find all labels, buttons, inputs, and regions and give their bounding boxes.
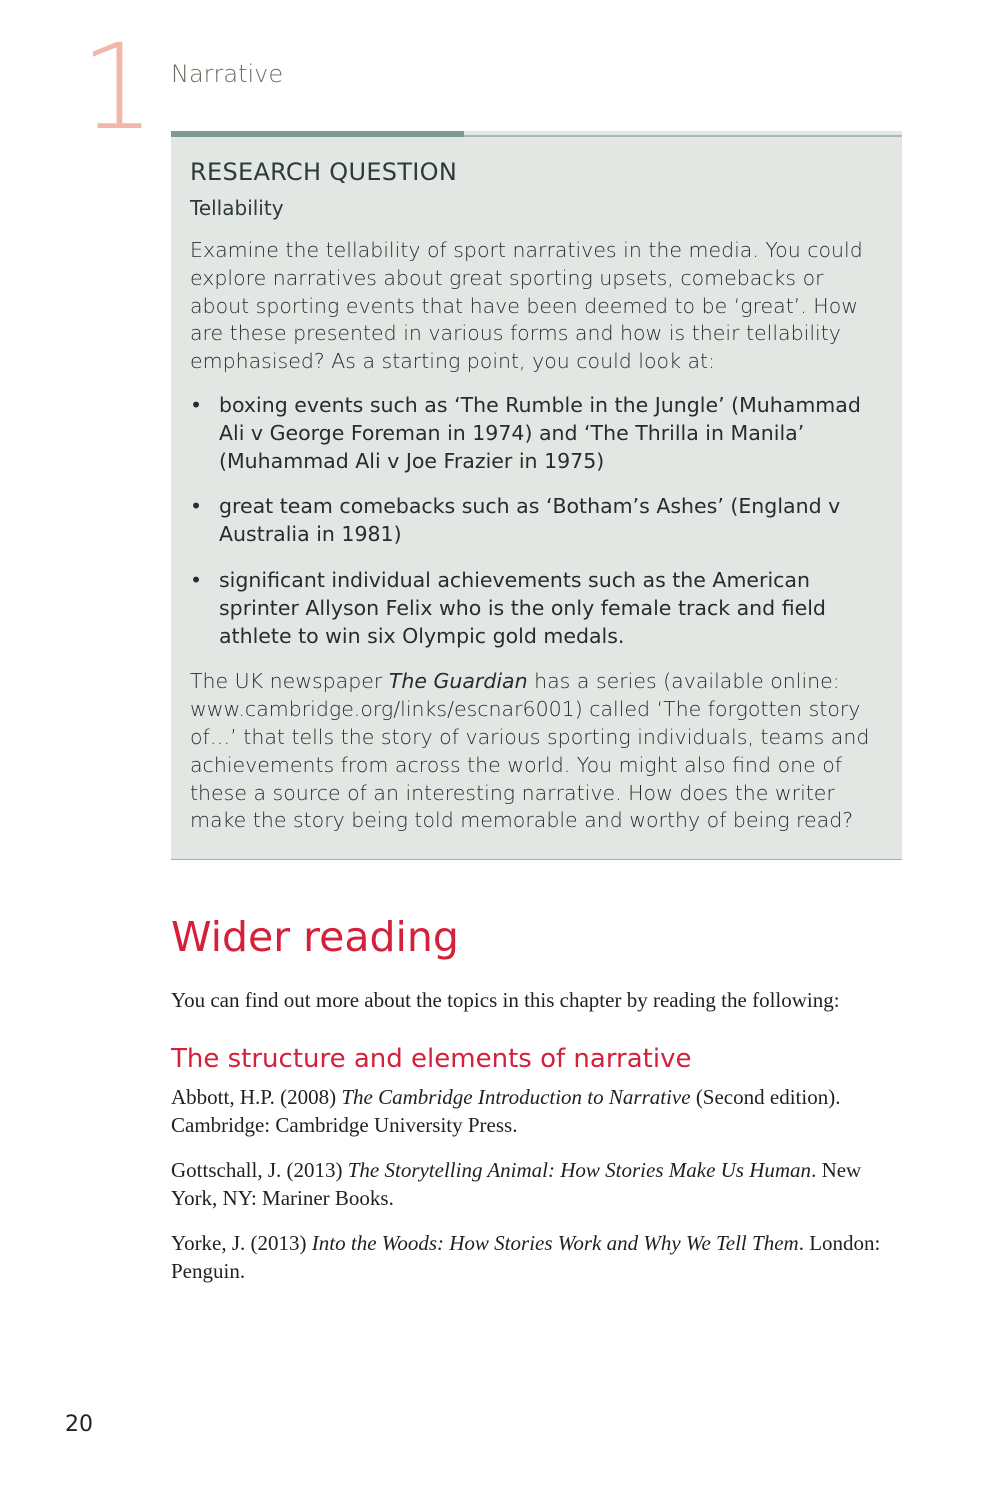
closing-text-end: has a series (available online: www.cambridge.org/links/escnar6001) called ‘The forgotten story of…’ that tells the story of various sporting individuals, teams and achievements from across the world. You might also find one of these a source of an interesting narrative. How does the writer make the story being told memorable and worthy of being read? (190, 669, 870, 833)
chapter-title: Narrative (171, 60, 284, 88)
research-question-content (190, 157, 885, 835)
bullet-item (190, 392, 885, 475)
page-number: 20 (65, 1412, 93, 1437)
reference-publisher: . New York, NY: Mariner Books. (171, 1158, 862, 1210)
research-question-closing (190, 668, 885, 835)
reference-publisher: . London: Penguin. (171, 1231, 881, 1283)
research-question-intro: Examine the tellability of sport narratives in the media. You could explore narratives about great sporting upsets, comebacks or about sporting events that have been deemed to be ‘great’. How are these presented in various forms and how is their tellability emphasised? As a starting point, you could look at: (190, 238, 863, 374)
bullet-icon: • (190, 567, 203, 592)
reference-author: Abbott, H.P. (2008) (171, 1085, 342, 1109)
reference-author: Gottschall, J. (2013) (171, 1158, 348, 1182)
reference-title: The Storytelling Animal: How Stories Make Us Human (347, 1158, 812, 1182)
bullet-item (190, 493, 885, 549)
reference-list (171, 1083, 901, 1302)
reference-item (171, 1156, 901, 1212)
wider-reading-intro: You can find out more about the topics in this chapter by reading the following: (171, 988, 840, 1012)
reference-author: Yorke, J. (2013) (171, 1231, 312, 1255)
closing-text-start: The UK newspaper (190, 669, 389, 694)
chapter-number: 1 (80, 18, 156, 156)
bullet-text: great team comebacks such as ‘Botham’s Ashes’ (England v Australia in 1981) (219, 494, 841, 547)
bullet-icon: • (190, 392, 203, 417)
section-title: The structure and elements of narrative (171, 1044, 692, 1074)
wider-reading-title: Wider reading (171, 913, 459, 961)
newspaper-title: The Guardian (388, 669, 528, 694)
reference-title: The Cambridge Introduction to Narrative (341, 1085, 691, 1109)
reference-title: Into the Woods: How Stories Work and Why We Tell Them (311, 1231, 799, 1255)
box-top-rule-accent (171, 131, 464, 137)
bullet-icon: • (190, 494, 203, 519)
bullet-item (190, 567, 885, 650)
reference-publisher: (Second edition). Cambridge: Cambridge University Press. (171, 1085, 841, 1137)
reference-item (171, 1229, 901, 1285)
reference-item (171, 1083, 901, 1139)
research-question-bullet-list (190, 392, 885, 650)
bullet-text: significant individual achievements such as the American sprinter Allyson Felix who is the only female track and field athlete to win six Olympic gold medals. (219, 567, 826, 648)
research-question-subheading: Tellability (190, 196, 284, 220)
research-question-heading: RESEARCH QUESTION (190, 158, 458, 186)
bullet-text: boxing events such as ‘The Rumble in the Jungle’ (Muhammad Ali v George Foreman in 1974) and ‘The Thrilla in Manila’ (Muhammad Ali v Joe Frazier in 1975) (219, 392, 861, 473)
research-question-box (171, 131, 902, 860)
